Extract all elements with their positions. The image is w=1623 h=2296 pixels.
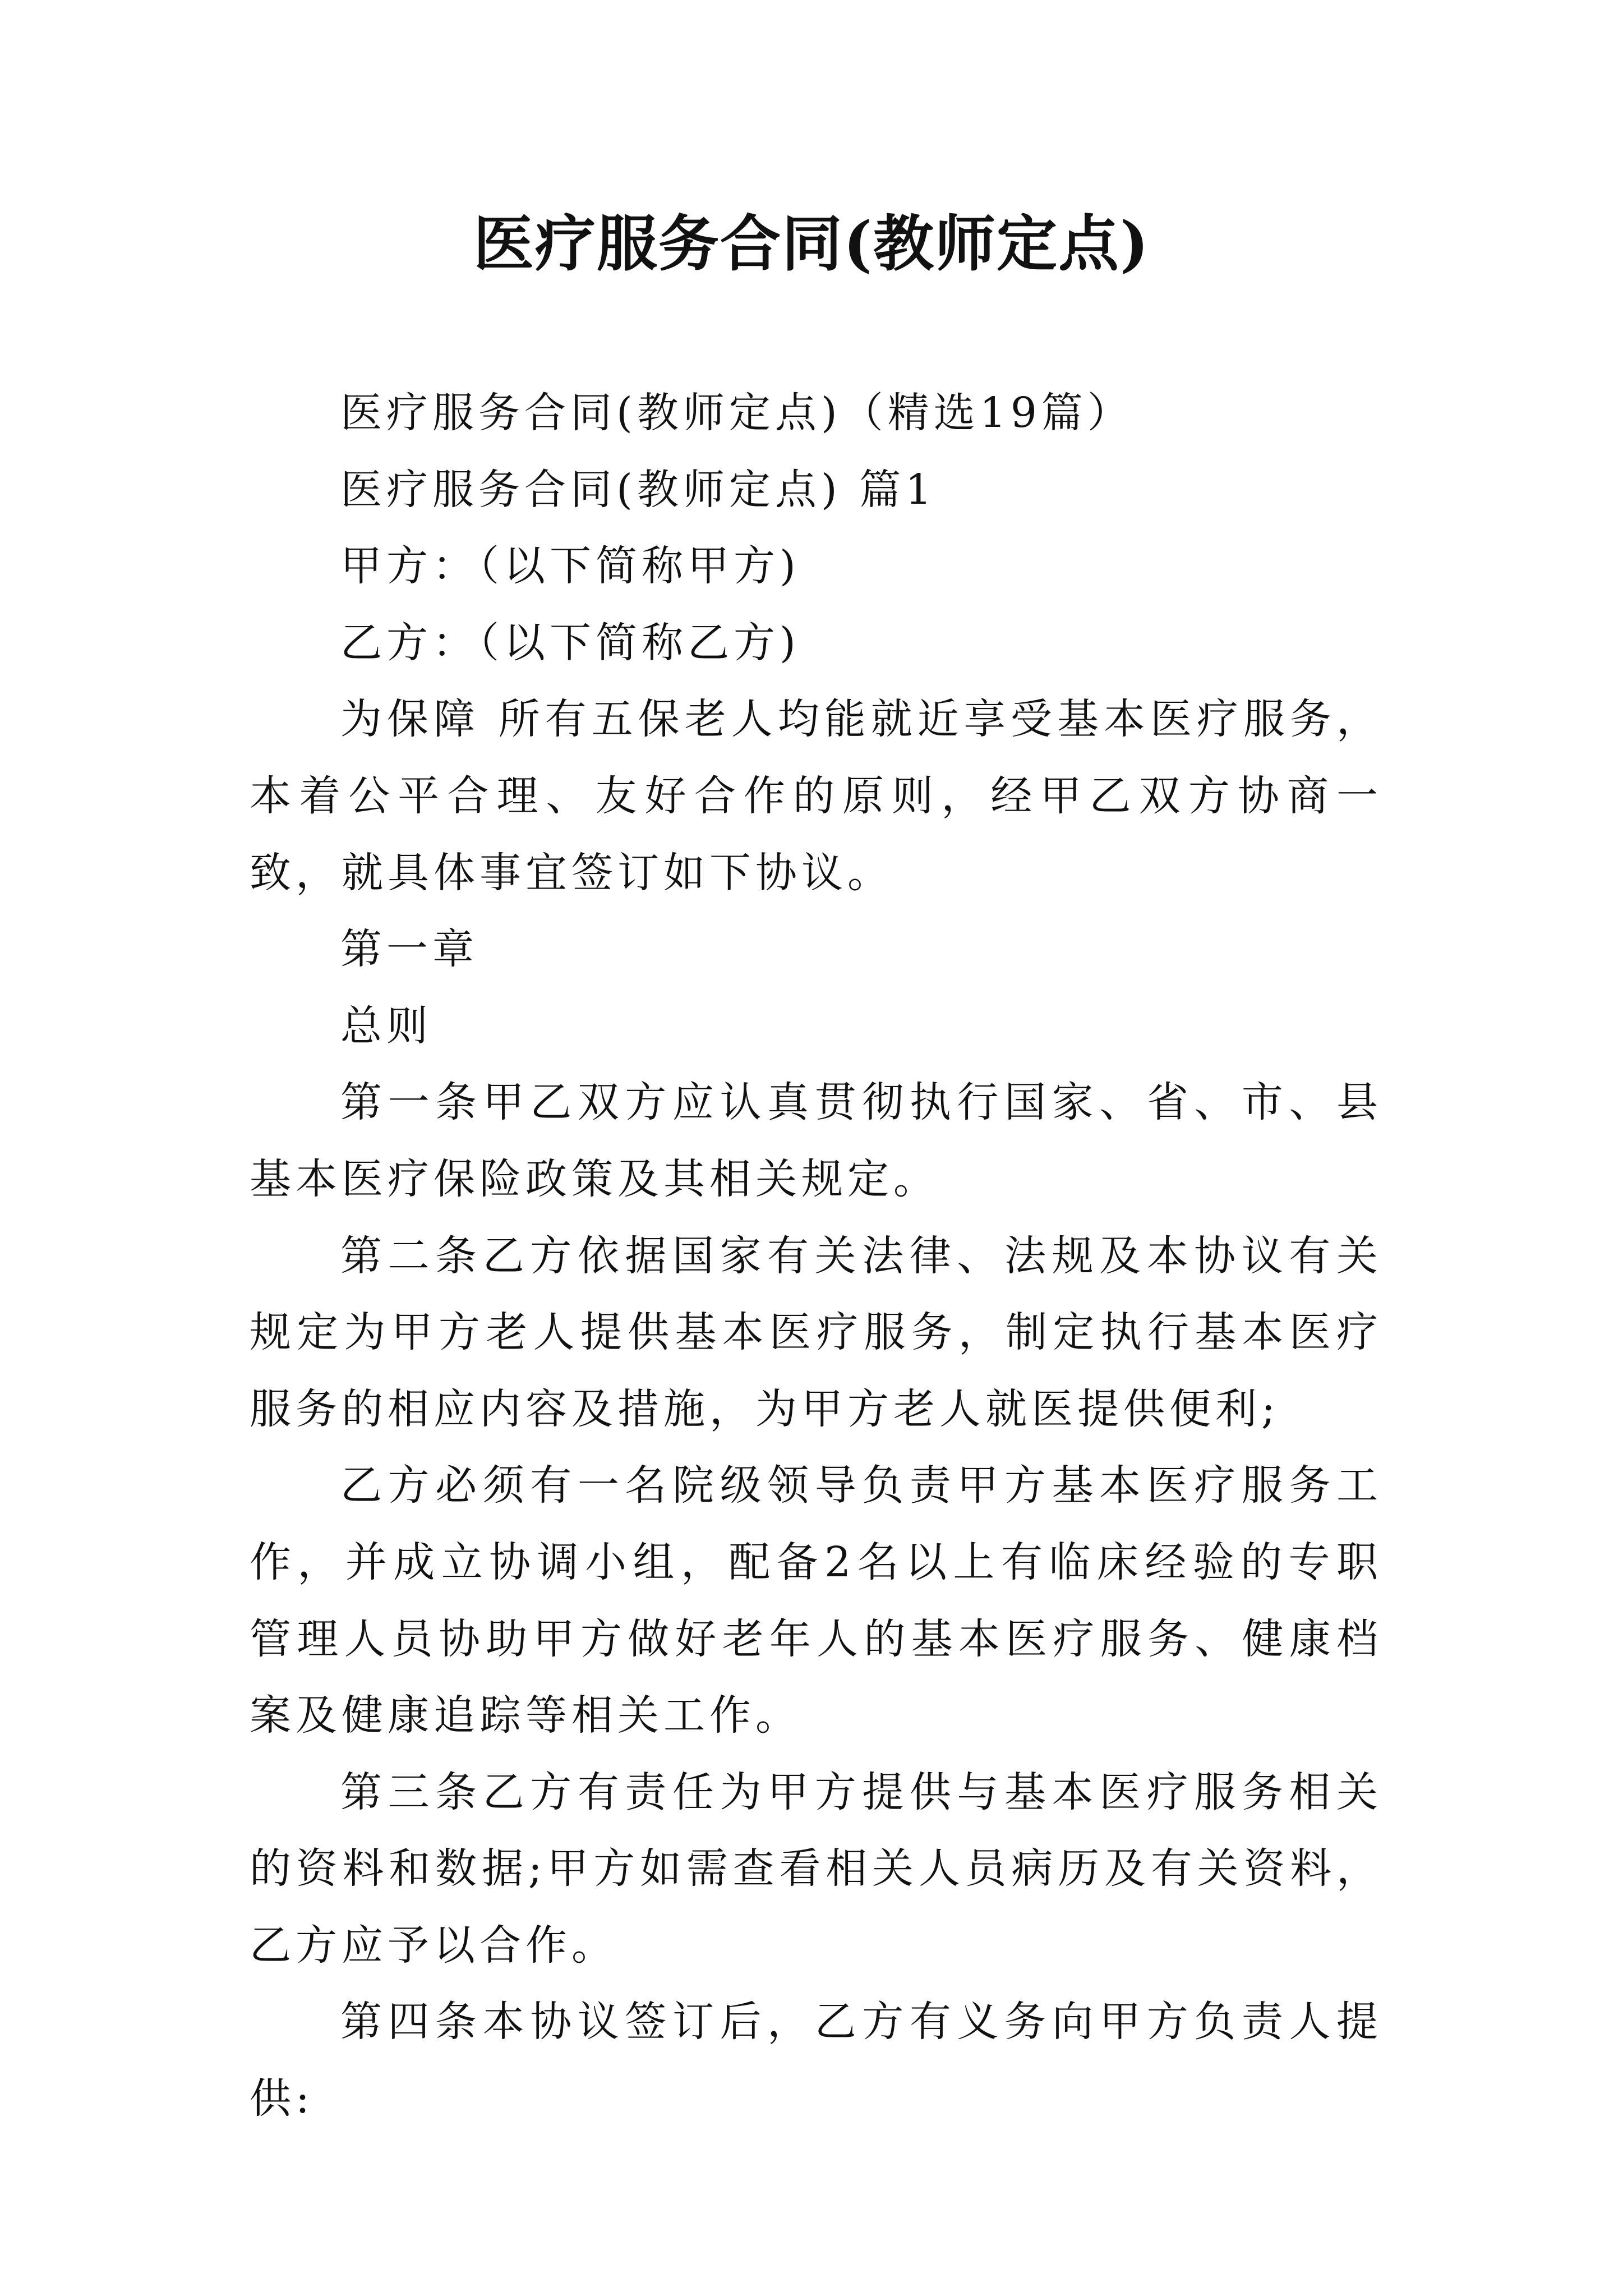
article-paragraph: 第三条乙方有责任为甲方提供与基本医疗服务相关的资料和数据;甲方如需查看相关人员病历及有关资料，乙方应予以合作。 — [250, 1768, 1382, 1970]
document-body — [250, 375, 1382, 2137]
chapter-heading: 第一章 — [340, 925, 478, 974]
party-b-line: 乙方：（以下简称乙方) — [340, 618, 800, 667]
article-paragraph: 乙方必须有一名院级领导负责甲方基本医疗服务工作，并成立协调小组，配备2名以上有临床经验的专职管理人员协助甲方做好老年人的基本医疗服务、健康档案及健康追踪等相关工作。 — [250, 1461, 1382, 1740]
article-paragraph: 第二条乙方依据国家有关法律、法规及本协议有关规定为甲方老人提供基本医疗服务，制定执行基本医疗服务的相应内容及措施，为甲方老人就医提供便利; — [250, 1231, 1382, 1433]
party-a-line: 甲方：（以下简称甲方) — [340, 542, 800, 591]
article-paragraph: 第四条本协议签订后，乙方有义务向甲方负责人提供: — [250, 1998, 1382, 2123]
preamble-paragraph: 为保障 所有五保老人均能就近享受基本医疗服务，本着公平合理、友好合作的原则，经甲乙双方协商一致，就具体事宜签订如下协议。 — [250, 695, 1382, 897]
section-heading: 医疗服务合同(教师定点) 篇1 — [340, 465, 937, 514]
article-paragraph: 第一条甲乙双方应认真贯彻执行国家、省、市、县基本医疗保险政策及其相关规定。 — [250, 1078, 1382, 1203]
document-title: 医疗服务合同(教师定点) — [473, 209, 1150, 279]
chapter-title: 总则 — [340, 1001, 432, 1050]
subtitle-paragraph: 医疗服务合同(教师定点)（精选19篇） — [340, 389, 1133, 437]
